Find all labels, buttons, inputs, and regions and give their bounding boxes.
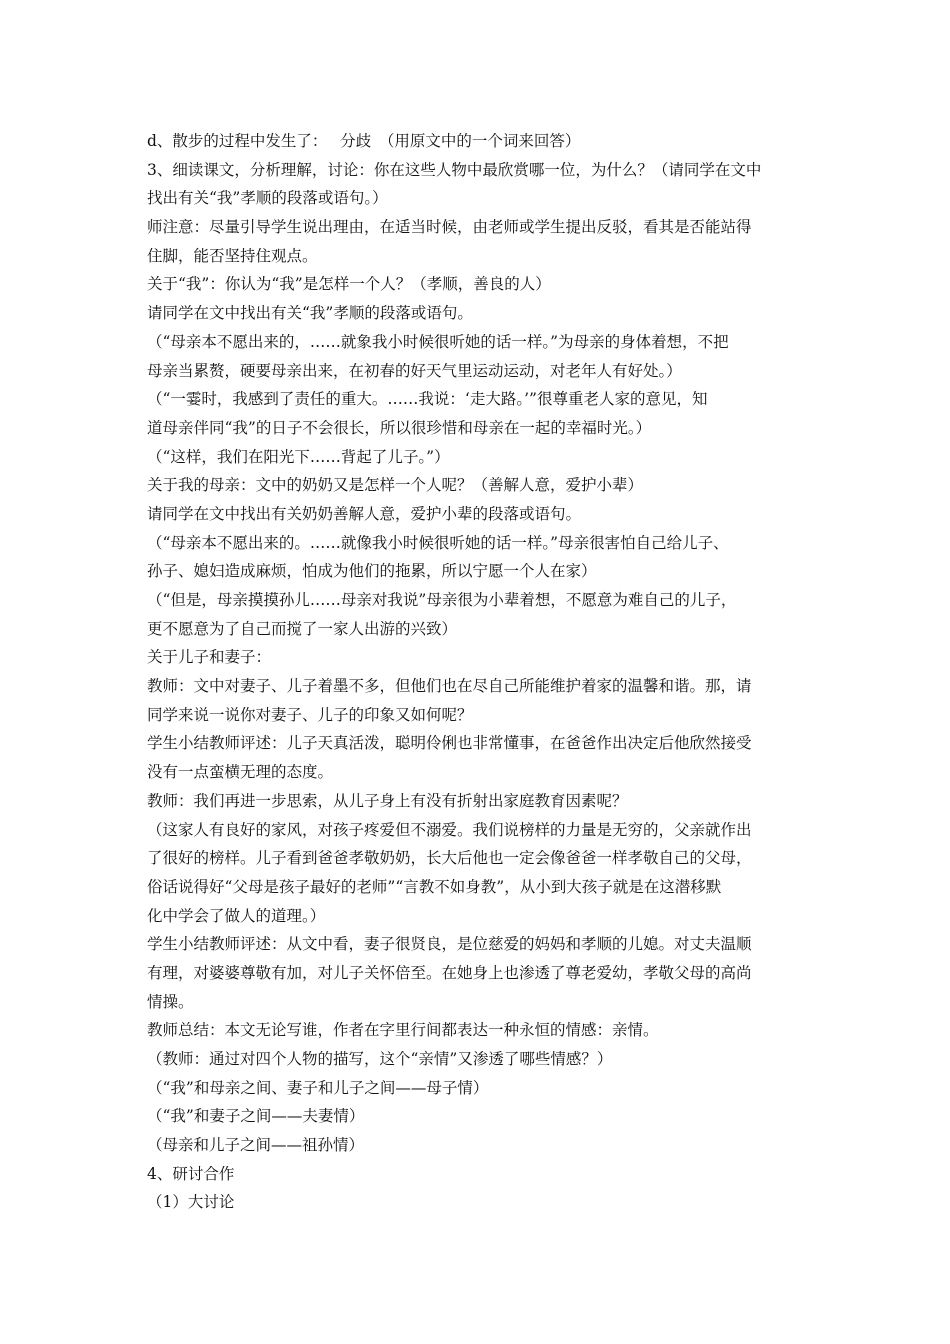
text-line: 找出有关“我”孝顺的段落或语句。） [147, 189, 388, 208]
text-line: 请同学在文中找出有关奶奶善解人意，爱护小辈的段落或语句。 [147, 504, 582, 523]
text-line: 学生小结教师评述：儿子天真活泼，聪明伶俐也非常懂事，在爸爸作出决定后他欣然接受 [147, 734, 752, 753]
text-line: 3、细读课文，分析理解，讨论：你在这些人物中最欣赏哪一位，为什么？（请同学在文中 [147, 160, 762, 179]
text-line: （1）大讨论 [147, 1193, 235, 1212]
text-line: （“母亲本不愿出来的，……就象我小时候很听她的话一样。”为母亲的身体着想，不把 [147, 332, 729, 351]
text-line: 俗话说得好“父母是孩子最好的老师”“言教不如身教”，从小到大孩子就是在这潜移默 [147, 877, 722, 896]
text-line: （教师：通过对四个人物的描写，这个“亲情”又渗透了哪些情感？） [147, 1050, 613, 1068]
text-line: （“我”和母亲之间、妻子和儿子之间——母子情） [147, 1078, 489, 1097]
text-line: （这家人有良好的家风，对孩子疼爱但不溺爱。我们说榜样的力量是无穷的，父亲就作出 [147, 820, 752, 839]
text-line: （母亲和儿子之间——祖孙情） [147, 1136, 365, 1155]
text-line: 了很好的榜样。儿子看到爸爸孝敬奶奶，长大后他也一定会像爸爸一样孝敬自己的父母， [147, 849, 752, 868]
text-line: 道母亲伴同“我”的日子不会很长，所以很珍惜和母亲在一起的幸福时光。） [147, 418, 652, 437]
text-line: 学生小结教师评述：从文中看，妻子很贤良，是位慈爱的妈妈和孝顺的儿媳。对丈夫温顺 [147, 935, 752, 954]
text-line: 母亲当累赘，硬要母亲出来，在初春的好天气里运动运动，对老年人有好处。） [147, 361, 682, 380]
text-line: （“母亲本不愿出来的。……就像我小时候很听她的话一样。”母亲很害怕自己给儿子、 [147, 533, 729, 552]
text-line: d、散步的过程中发生了： 分歧 （用原文中的一个词来回答） [147, 132, 581, 150]
text-line: （“这样，我们在阳光下……背起了儿子。”） [147, 447, 450, 466]
document-page [147, 127, 813, 1217]
text-line: （“一霎时，我感到了责任的重大。……我说：‘走大路。’”很尊重老人家的意见，知 [147, 390, 708, 409]
text-line: 情操。 [147, 992, 194, 1011]
text-line: 教师总结：本文无论写谁，作者在字里行间都表达一种永恒的情感：亲情。 [147, 1021, 659, 1040]
text-line: 孙子、媳妇造成麻烦，怕成为他们的拖累，所以宁愿一个人在家） [147, 562, 597, 581]
text-line: 有理，对婆婆尊敬有加，对儿子关怀倍至。在她身上也渗透了尊老爱幼，孝敬父母的高尚 [147, 963, 752, 982]
text-line: 请同学在文中找出有关“我”孝顺的段落或语句。 [147, 304, 473, 323]
text-line: 住脚，能否坚持住观点。 [147, 246, 318, 265]
text-line: （“我”和妻子之间——夫妻情） [147, 1107, 365, 1126]
text-line: 关于我的母亲：文中的奶奶又是怎样一个人呢？（善解人意，爱护小辈） [147, 476, 644, 495]
text-line: 没有一点蛮横无理的态度。 [147, 763, 334, 782]
text-line: 化中学会了做人的道理。） [147, 906, 326, 925]
text-line: 关于“我”：你认为“我”是怎样一个人？（孝顺，善良的人） [147, 275, 551, 294]
text-line: 教师：文中对妻子、儿子着墨不多，但他们也在尽自己所能维护着家的温馨和谐。那，请 [147, 677, 752, 696]
text-line: （“但是，母亲摸摸孙儿……母亲对我说”母亲很为小辈着想，不愿意为难自己的儿子， [147, 591, 737, 609]
text-line: 教师：我们再进一步思索，从儿子身上有没有折射出家庭教育因素呢？ [147, 791, 628, 810]
text-line: 关于儿子和妻子： [147, 648, 272, 667]
text-line: 4、研讨合作 [147, 1164, 235, 1183]
text-line: 师注意：尽量引导学生说出理由，在适当时候，由老师或学生提出反驳，看其是否能站得 [147, 218, 752, 237]
text-line: 同学来说一说你对妻子、儿子的印象又如何呢？ [147, 705, 473, 724]
text-line: 更不愿意为了自己而搅了一家人出游的兴致） [147, 619, 458, 638]
